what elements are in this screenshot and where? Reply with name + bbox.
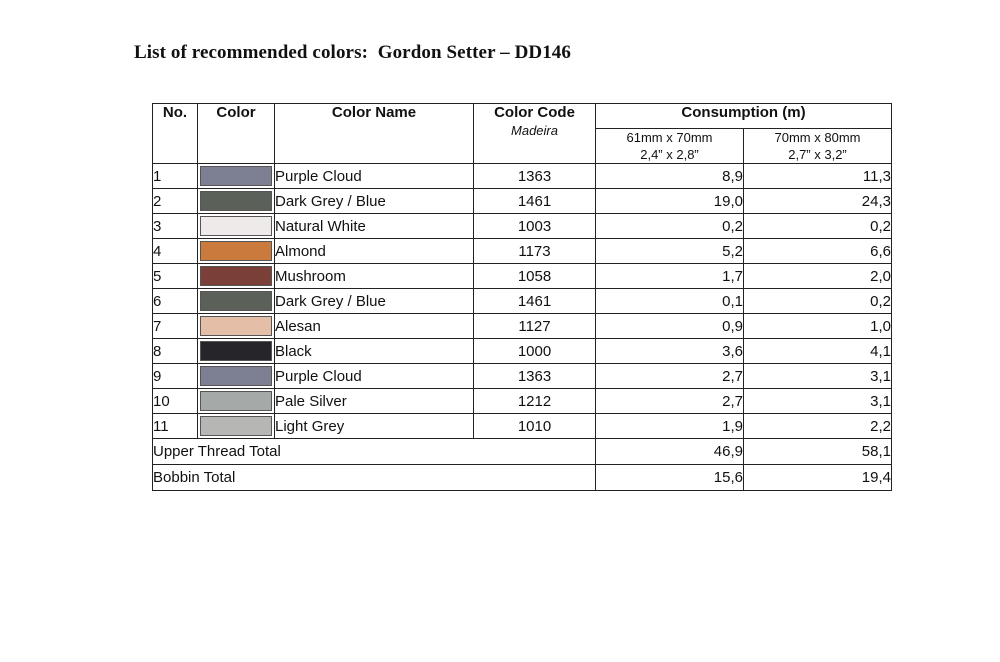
color-name: Dark Grey / Blue <box>275 289 474 314</box>
consumption-small: 5,2 <box>596 239 744 264</box>
color-swatch <box>200 366 272 386</box>
color-code: 1173 <box>474 239 596 264</box>
color-swatch <box>200 216 272 236</box>
row-number: 7 <box>153 314 198 339</box>
color-swatch-cell <box>198 414 275 439</box>
color-swatch <box>200 166 272 186</box>
header-color-code: Color Code <box>494 104 575 121</box>
color-swatch-cell <box>198 339 275 364</box>
consumption-small: 3,6 <box>596 339 744 364</box>
upper-thread-total-row <box>153 439 892 465</box>
color-code: 1363 <box>474 164 596 189</box>
color-name: Pale Silver <box>275 389 474 414</box>
consumption-large: 3,1 <box>744 364 892 389</box>
table-row <box>153 189 892 214</box>
color-name: Black <box>275 339 474 364</box>
color-swatch-cell <box>198 189 275 214</box>
consumption-small: 0,2 <box>596 214 744 239</box>
color-swatch-cell <box>198 314 275 339</box>
table-row <box>153 289 892 314</box>
consumption-large: 6,6 <box>744 239 892 264</box>
color-name: Natural White <box>275 214 474 239</box>
bobbin-total-large: 19,4 <box>744 465 892 491</box>
color-swatch-cell <box>198 239 275 264</box>
consumption-large: 1,0 <box>744 314 892 339</box>
consumption-large: 4,1 <box>744 339 892 364</box>
consumption-large: 2,2 <box>744 414 892 439</box>
header-consumption: Consumption (m) <box>596 104 892 129</box>
color-name: Purple Cloud <box>275 364 474 389</box>
row-number: 3 <box>153 214 198 239</box>
color-swatch <box>200 391 272 411</box>
color-code: 1127 <box>474 314 596 339</box>
header-size-small-in: 2,4” x 2,8” <box>640 147 699 162</box>
table-row <box>153 164 892 189</box>
header-size-large <box>744 129 892 164</box>
color-name: Almond <box>275 239 474 264</box>
color-swatch-cell <box>198 289 275 314</box>
row-number: 1 <box>153 164 198 189</box>
table-row <box>153 339 892 364</box>
row-number: 4 <box>153 239 198 264</box>
color-swatch <box>200 341 272 361</box>
table-row <box>153 389 892 414</box>
consumption-small: 0,1 <box>596 289 744 314</box>
header-color-code-cell <box>474 104 596 164</box>
consumption-large: 24,3 <box>744 189 892 214</box>
color-swatch <box>200 291 272 311</box>
color-name: Purple Cloud <box>275 164 474 189</box>
color-swatch <box>200 316 272 336</box>
color-code: 1363 <box>474 364 596 389</box>
color-table <box>152 103 892 491</box>
color-swatch-cell <box>198 364 275 389</box>
row-number: 10 <box>153 389 198 414</box>
totals <box>153 439 892 491</box>
row-number: 8 <box>153 339 198 364</box>
row-number: 5 <box>153 264 198 289</box>
color-code: 1461 <box>474 289 596 314</box>
color-swatch <box>200 191 272 211</box>
header-size-small-mm: 61mm x 70mm <box>626 130 713 145</box>
consumption-small: 2,7 <box>596 389 744 414</box>
color-swatch <box>200 416 272 436</box>
table-row <box>153 264 892 289</box>
color-name: Alesan <box>275 314 474 339</box>
bobbin-total-small: 15,6 <box>596 465 744 491</box>
consumption-large: 2,0 <box>744 264 892 289</box>
color-code: 1003 <box>474 214 596 239</box>
consumption-large: 3,1 <box>744 389 892 414</box>
table-row <box>153 364 892 389</box>
table-row <box>153 239 892 264</box>
color-name: Mushroom <box>275 264 474 289</box>
color-code: 1461 <box>474 189 596 214</box>
color-swatch <box>200 241 272 261</box>
consumption-small: 0,9 <box>596 314 744 339</box>
consumption-small: 2,7 <box>596 364 744 389</box>
color-swatch-cell <box>198 264 275 289</box>
header-no: No. <box>153 104 198 164</box>
color-name: Light Grey <box>275 414 474 439</box>
page-title: List of recommended colors: Gordon Setter – DD146 <box>134 42 572 63</box>
color-swatch-cell <box>198 389 275 414</box>
header-color: Color <box>198 104 275 164</box>
row-number: 9 <box>153 364 198 389</box>
color-swatch <box>200 266 272 286</box>
consumption-small: 1,9 <box>596 414 744 439</box>
row-number: 2 <box>153 189 198 214</box>
table-row <box>153 314 892 339</box>
upper-thread-total-label: Upper Thread Total <box>153 439 596 465</box>
color-code: 1058 <box>474 264 596 289</box>
color-code: 1212 <box>474 389 596 414</box>
color-name: Dark Grey / Blue <box>275 189 474 214</box>
color-code: 1010 <box>474 414 596 439</box>
consumption-large: 0,2 <box>744 214 892 239</box>
header-row <box>153 104 892 129</box>
bobbin-total-label: Bobbin Total <box>153 465 596 491</box>
upper-thread-total-small: 46,9 <box>596 439 744 465</box>
header-color-name: Color Name <box>275 104 474 164</box>
upper-thread-total-large: 58,1 <box>744 439 892 465</box>
color-swatch-cell <box>198 164 275 189</box>
color-code: 1000 <box>474 339 596 364</box>
header-size-large-mm: 70mm x 80mm <box>774 130 861 145</box>
header-size-small <box>596 129 744 164</box>
row-number: 11 <box>153 414 198 439</box>
consumption-large: 11,3 <box>744 164 892 189</box>
table-row <box>153 414 892 439</box>
header-color-code-brand: Madeira <box>511 123 558 138</box>
consumption-small: 8,9 <box>596 164 744 189</box>
color-swatch-cell <box>198 214 275 239</box>
color-rows <box>153 164 892 439</box>
table-row <box>153 214 892 239</box>
bobbin-total-row <box>153 465 892 491</box>
consumption-large: 0,2 <box>744 289 892 314</box>
row-number: 6 <box>153 289 198 314</box>
header-size-large-in: 2,7” x 3,2” <box>788 147 847 162</box>
consumption-small: 19,0 <box>596 189 744 214</box>
consumption-small: 1,7 <box>596 264 744 289</box>
